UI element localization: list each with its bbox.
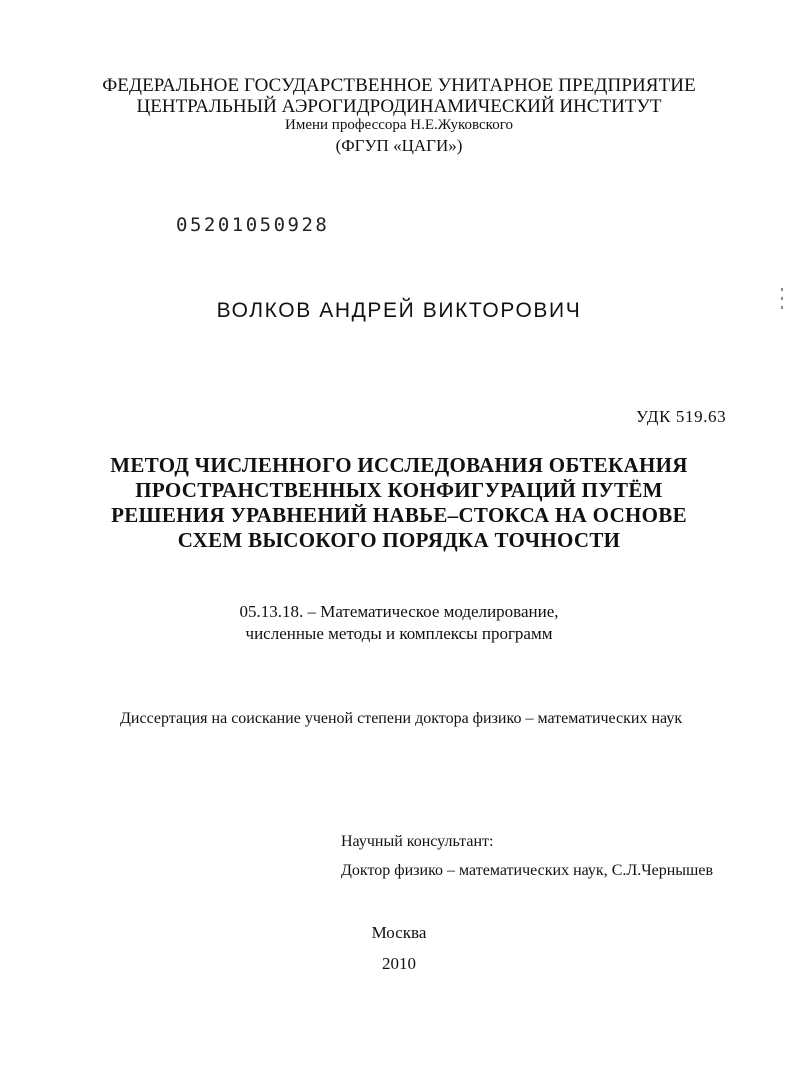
scan-edge-mark: [780, 288, 784, 316]
organization-line-2: ЦЕНТРАЛЬНЫЙ АЭРОГИДРОДИНАМИЧЕСКИЙ ИНСТИТУТ: [136, 96, 662, 117]
archive-number-stamp: 05201050928: [176, 214, 330, 236]
year: 2010: [382, 954, 416, 973]
title-line-2: ПРОСТРАНСТВЕННЫХ КОНФИГУРАЦИЙ ПУТЁМ: [135, 478, 663, 502]
title-line-1: МЕТОД ЧИСЛЕННОГО ИССЛЕДОВАНИЯ ОБТЕКАНИЯ: [110, 453, 688, 477]
title-line-4: СХЕМ ВЫСОКОГО ПОРЯДКА ТОЧНОСТИ: [177, 528, 621, 552]
udk-code: УДК 519.63: [636, 407, 727, 426]
organization-line-1: ФЕДЕРАЛЬНОЕ ГОСУДАРСТВЕННОЕ УНИТАРНОЕ ПРЕДПРИЯТИЕ: [102, 75, 696, 96]
title-line-3: РЕШЕНИЯ УРАВНЕНИЙ НАВЬЕ–СТОКСА НА ОСНОВЕ: [111, 503, 687, 527]
specialty-line-1: 05.13.18. – Математическое моделирование,: [239, 602, 559, 621]
organization-abbreviation: (ФГУП «ЦАГИ»): [335, 136, 463, 155]
organization-line-3: Имени профессора Н.Е.Жуковского: [285, 117, 513, 133]
specialty-line-2: численные методы и комплексы программ: [245, 624, 553, 643]
dissertation-statement: Диссертация на соискание ученой степени доктора физико – математических наук: [120, 710, 683, 727]
advisor-label: Научный консультант:: [341, 833, 494, 850]
advisor-name: Доктор физико – математических наук, С.Л.Чернышев: [341, 862, 714, 879]
city: Москва: [371, 923, 427, 942]
author-name: ВОЛКОВ АНДРЕЙ ВИКТОРОВИЧ: [216, 299, 582, 322]
